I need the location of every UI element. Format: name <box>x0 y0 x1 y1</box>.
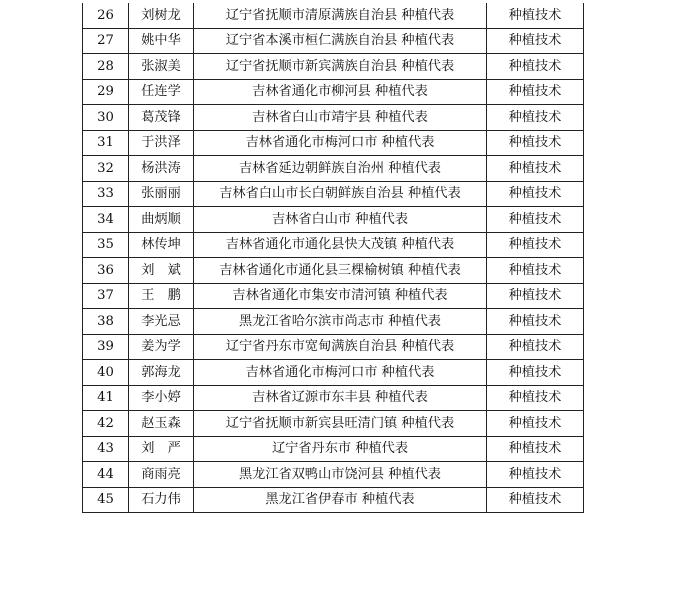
category-cell: 种植技术 <box>487 79 584 105</box>
category-cell: 种植技术 <box>487 487 584 513</box>
unit-cell: 辽宁省丹东市 种植代表 <box>194 436 487 462</box>
name-cell: 曲炳顺 <box>129 207 194 233</box>
category-cell: 种植技术 <box>487 360 584 386</box>
table-row <box>83 436 584 462</box>
table-row <box>83 54 584 80</box>
name-cell: 葛茂锋 <box>129 105 194 131</box>
name-cell: 刘 严 <box>129 436 194 462</box>
category-cell: 种植技术 <box>487 385 584 411</box>
unit-cell: 吉林省白山市 种植代表 <box>194 207 487 233</box>
category-cell: 种植技术 <box>487 462 584 488</box>
row-number-cell: 30 <box>83 105 129 131</box>
table-row <box>83 283 584 309</box>
unit-cell: 吉林省通化市通化县快大茂镇 种植代表 <box>194 232 487 258</box>
table-row <box>83 232 584 258</box>
table-row <box>83 487 584 513</box>
name-cell: 李光忌 <box>129 309 194 335</box>
name-cell: 郭海龙 <box>129 360 194 386</box>
unit-cell: 吉林省白山市长白朝鲜族自治县 种植代表 <box>194 181 487 207</box>
name-cell: 姜为学 <box>129 334 194 360</box>
row-number-cell: 36 <box>83 258 129 284</box>
table-row <box>83 207 584 233</box>
category-cell: 种植技术 <box>487 232 584 258</box>
category-cell: 种植技术 <box>487 54 584 80</box>
table-row <box>83 360 584 386</box>
table-row <box>83 462 584 488</box>
table-row <box>83 258 584 284</box>
category-cell: 种植技术 <box>487 283 584 309</box>
category-cell: 种植技术 <box>487 105 584 131</box>
name-cell: 姚中华 <box>129 28 194 54</box>
table-row <box>83 334 584 360</box>
table-row <box>83 385 584 411</box>
unit-cell: 吉林省通化市梅河口市 种植代表 <box>194 130 487 156</box>
name-cell: 李小婷 <box>129 385 194 411</box>
row-number-cell: 32 <box>83 156 129 182</box>
unit-cell: 辽宁省本溪市桓仁满族自治县 种植代表 <box>194 28 487 54</box>
name-cell: 林传坤 <box>129 232 194 258</box>
row-number-cell: 39 <box>83 334 129 360</box>
unit-cell: 辽宁省抚顺市新宾县旺清门镇 种植代表 <box>194 411 487 437</box>
table-row <box>83 79 584 105</box>
name-cell: 赵玉森 <box>129 411 194 437</box>
unit-cell: 吉林省延边朝鲜族自治州 种植代表 <box>194 156 487 182</box>
roster-table-body <box>83 3 584 513</box>
name-cell: 商雨亮 <box>129 462 194 488</box>
row-number-cell: 42 <box>83 411 129 437</box>
category-cell: 种植技术 <box>487 181 584 207</box>
table-row <box>83 181 584 207</box>
category-cell: 种植技术 <box>487 436 584 462</box>
row-number-cell: 45 <box>83 487 129 513</box>
category-cell: 种植技术 <box>487 207 584 233</box>
category-cell: 种植技术 <box>487 411 584 437</box>
row-number-cell: 44 <box>83 462 129 488</box>
name-cell: 王 鹏 <box>129 283 194 309</box>
category-cell: 种植技术 <box>487 3 584 28</box>
category-cell: 种植技术 <box>487 258 584 284</box>
row-number-cell: 27 <box>83 28 129 54</box>
unit-cell: 辽宁省抚顺市清原满族自治县 种植代表 <box>194 3 487 28</box>
row-number-cell: 43 <box>83 436 129 462</box>
row-number-cell: 37 <box>83 283 129 309</box>
roster-table <box>82 3 584 513</box>
row-number-cell: 40 <box>83 360 129 386</box>
name-cell: 张丽丽 <box>129 181 194 207</box>
row-number-cell: 26 <box>83 3 129 28</box>
unit-cell: 黑龙江省双鸭山市饶河县 种植代表 <box>194 462 487 488</box>
table-row <box>83 411 584 437</box>
row-number-cell: 28 <box>83 54 129 80</box>
row-number-cell: 35 <box>83 232 129 258</box>
table-row <box>83 130 584 156</box>
unit-cell: 吉林省白山市靖宇县 种植代表 <box>194 105 487 131</box>
name-cell: 张淑美 <box>129 54 194 80</box>
row-number-cell: 41 <box>83 385 129 411</box>
unit-cell: 吉林省通化市柳河县 种植代表 <box>194 79 487 105</box>
unit-cell: 辽宁省丹东市宽甸满族自治县 种植代表 <box>194 334 487 360</box>
name-cell: 杨洪涛 <box>129 156 194 182</box>
unit-cell: 黑龙江省伊春市 种植代表 <box>194 487 487 513</box>
table-row <box>83 28 584 54</box>
unit-cell: 吉林省通化市梅河口市 种植代表 <box>194 360 487 386</box>
unit-cell: 辽宁省抚顺市新宾满族自治县 种植代表 <box>194 54 487 80</box>
name-cell: 刘树龙 <box>129 3 194 28</box>
category-cell: 种植技术 <box>487 309 584 335</box>
row-number-cell: 29 <box>83 79 129 105</box>
name-cell: 任连学 <box>129 79 194 105</box>
category-cell: 种植技术 <box>487 28 584 54</box>
unit-cell: 吉林省通化市通化县三棵榆树镇 种植代表 <box>194 258 487 284</box>
table-row <box>83 105 584 131</box>
row-number-cell: 38 <box>83 309 129 335</box>
unit-cell: 黑龙江省哈尔滨市尚志市 种植代表 <box>194 309 487 335</box>
category-cell: 种植技术 <box>487 334 584 360</box>
row-number-cell: 31 <box>83 130 129 156</box>
row-number-cell: 34 <box>83 207 129 233</box>
row-number-cell: 33 <box>83 181 129 207</box>
table-row <box>83 309 584 335</box>
table-row <box>83 156 584 182</box>
category-cell: 种植技术 <box>487 130 584 156</box>
category-cell: 种植技术 <box>487 156 584 182</box>
table-row <box>83 3 584 28</box>
unit-cell: 吉林省通化市集安市清河镇 种植代表 <box>194 283 487 309</box>
name-cell: 刘 斌 <box>129 258 194 284</box>
name-cell: 于洪泽 <box>129 130 194 156</box>
unit-cell: 吉林省辽源市东丰县 种植代表 <box>194 385 487 411</box>
name-cell: 石力伟 <box>129 487 194 513</box>
